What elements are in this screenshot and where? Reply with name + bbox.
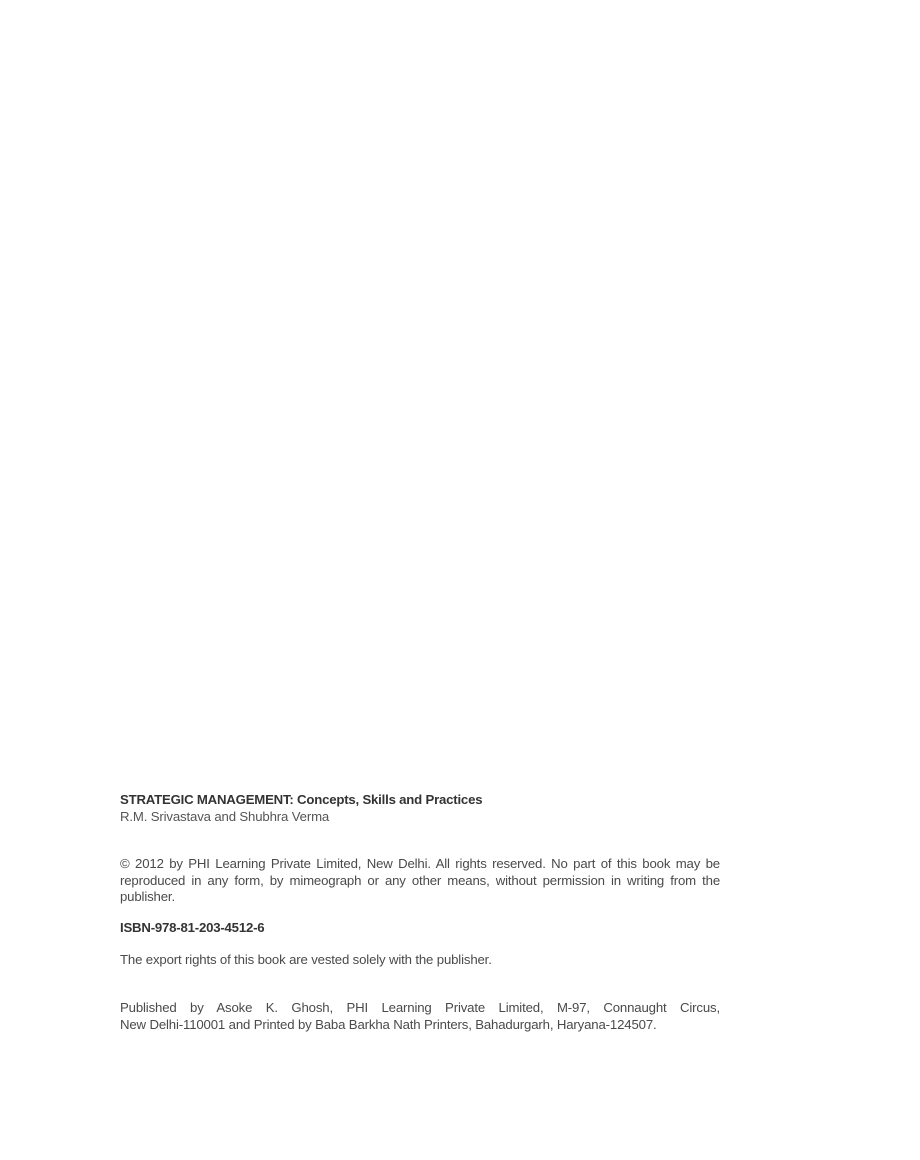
imprint-line-1: Published by Asoke K. Ghosh, PHI Learning Private Limited, M-97, Connaught Circus, bbox=[120, 1000, 720, 1015]
book-title: STRATEGIC MANAGEMENT: Concepts, Skills and Practices bbox=[120, 792, 483, 807]
imprint-notice bbox=[120, 1000, 720, 1033]
imprint-line-2: New Delhi-110001 and Printed by Baba Barkha Nath Printers, Bahadurgarh, Haryana-124507. bbox=[120, 1016, 657, 1032]
book-authors: R.M. Srivastava and Shubhra Verma bbox=[120, 808, 330, 824]
isbn: ISBN-978-81-203-4512-6 bbox=[120, 920, 265, 935]
copyright-notice: © 2012 by PHI Learning Private Limited, New Delhi. All rights reserved. No part of this book may be reproduced in any form, by mimeograph or any other means, without permission in writing from the publisher. bbox=[120, 856, 720, 904]
export-rights-notice: The export rights of this book are vested solely with the publisher. bbox=[120, 952, 492, 967]
title-block bbox=[120, 792, 720, 825]
